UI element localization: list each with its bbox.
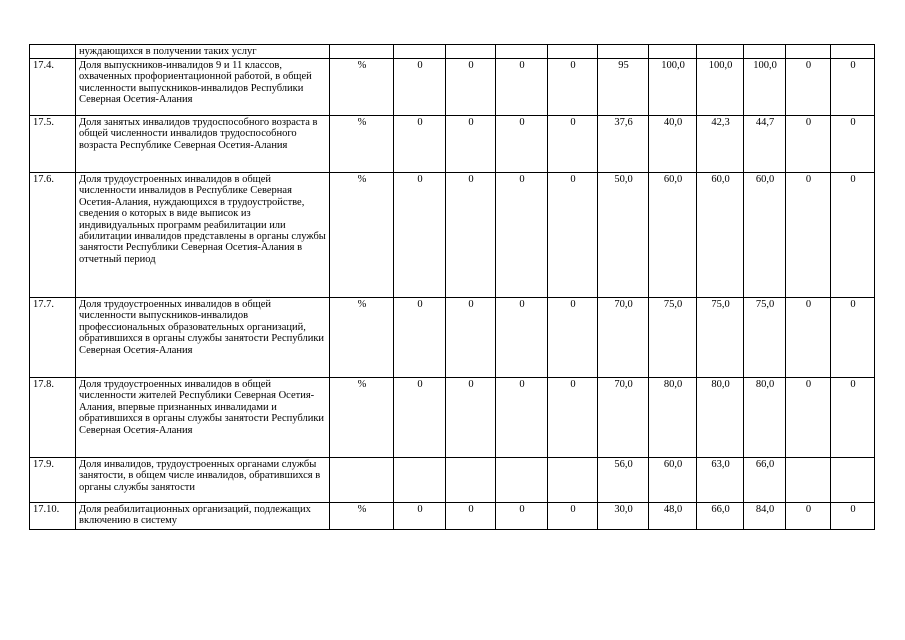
- unit-cell: [330, 458, 394, 503]
- table-row: [30, 116, 875, 173]
- value-cell: 100,0: [697, 59, 744, 116]
- unit-cell: %: [330, 173, 394, 298]
- value-cell: 42,3: [697, 116, 744, 173]
- unit-cell: %: [330, 298, 394, 378]
- unit-cell: [330, 45, 394, 59]
- value-cell: 0: [394, 173, 446, 298]
- value-cell: 0: [831, 298, 875, 378]
- value-cell: 0: [548, 378, 598, 458]
- value-cell: 80,0: [744, 378, 786, 458]
- value-cell: 40,0: [649, 116, 697, 173]
- indicators-table: [29, 44, 875, 530]
- value-cell: [548, 458, 598, 503]
- value-cell: [496, 458, 548, 503]
- value-cell: 0: [831, 173, 875, 298]
- value-cell: 0: [394, 378, 446, 458]
- value-cell: 0: [496, 298, 548, 378]
- indicator-name: Доля инвалидов, трудоустроенных органами службы занятости, в общем числе инвалидов, обратившихся в органы службы занятости: [76, 458, 330, 503]
- value-cell: 0: [496, 173, 548, 298]
- value-cell: [496, 45, 548, 59]
- value-cell: 100,0: [649, 59, 697, 116]
- table-row: [30, 298, 875, 378]
- value-cell: 75,0: [744, 298, 786, 378]
- value-cell: 0: [786, 378, 831, 458]
- value-cell: 70,0: [598, 298, 649, 378]
- indicator-name: Доля трудоустроенных инвалидов в общей численности инвалидов в Республике Северная Осетия-Алания, нуждающихся в трудоустройстве, сведения о которых в виде выписок из индивидуальных программ реабилитации или абилитации инвалидов представлены в органы службы занятости Республики Северная Осетия-Алания в отчетный период: [76, 173, 330, 298]
- value-cell: 0: [786, 59, 831, 116]
- table-row: [30, 45, 875, 59]
- indicator-name: Доля реабилитационных организаций, подлежащих включению в систему: [76, 503, 330, 530]
- value-cell: 60,0: [649, 173, 697, 298]
- value-cell: 95: [598, 59, 649, 116]
- value-cell: [831, 45, 875, 59]
- value-cell: 50,0: [598, 173, 649, 298]
- value-cell: 0: [496, 116, 548, 173]
- value-cell: 56,0: [598, 458, 649, 503]
- value-cell: [786, 45, 831, 59]
- value-cell: 0: [548, 503, 598, 530]
- value-cell: [598, 45, 649, 59]
- value-cell: 0: [786, 173, 831, 298]
- value-cell: 60,0: [649, 458, 697, 503]
- value-cell: 60,0: [697, 173, 744, 298]
- table-row: [30, 458, 875, 503]
- value-cell: 70,0: [598, 378, 649, 458]
- value-cell: [394, 45, 446, 59]
- row-number: 17.8.: [30, 378, 76, 458]
- indicator-name: Доля трудоустроенных инвалидов в общей численности выпускников-инвалидов профессиональных образовательных организаций, обратившихся в органы службы занятости Республики Северная Осетия-Алания: [76, 298, 330, 378]
- unit-cell: %: [330, 116, 394, 173]
- value-cell: 0: [831, 59, 875, 116]
- value-cell: 0: [831, 116, 875, 173]
- value-cell: 84,0: [744, 503, 786, 530]
- row-number: [30, 45, 76, 59]
- unit-cell: %: [330, 59, 394, 116]
- indicator-name: нуждающихся в получении таких услуг: [76, 45, 330, 59]
- value-cell: 0: [446, 59, 496, 116]
- value-cell: 0: [394, 59, 446, 116]
- indicator-name: Доля занятых инвалидов трудоспособного возраста в общей численности инвалидов трудоспособного возраста Республике Северная Осетия-Алания: [76, 116, 330, 173]
- value-cell: 0: [446, 116, 496, 173]
- row-number: 17.9.: [30, 458, 76, 503]
- table-row: [30, 378, 875, 458]
- row-number: 17.10.: [30, 503, 76, 530]
- value-cell: 30,0: [598, 503, 649, 530]
- value-cell: 0: [786, 298, 831, 378]
- value-cell: 0: [394, 116, 446, 173]
- value-cell: 0: [446, 298, 496, 378]
- unit-cell: %: [330, 503, 394, 530]
- value-cell: 0: [548, 298, 598, 378]
- value-cell: 75,0: [697, 298, 744, 378]
- value-cell: 0: [831, 378, 875, 458]
- value-cell: 66,0: [697, 503, 744, 530]
- indicator-name: Доля выпускников-инвалидов 9 и 11 классов, охваченных профориентационной работой, в общей численности выпускников-инвалидов Республики Северная Осетия-Алания: [76, 59, 330, 116]
- value-cell: 80,0: [697, 378, 744, 458]
- value-cell: 0: [496, 503, 548, 530]
- row-number: 17.6.: [30, 173, 76, 298]
- value-cell: 0: [394, 298, 446, 378]
- value-cell: [697, 45, 744, 59]
- table-row: [30, 59, 875, 116]
- value-cell: [446, 45, 496, 59]
- value-cell: 66,0: [744, 458, 786, 503]
- value-cell: 63,0: [697, 458, 744, 503]
- value-cell: 0: [496, 59, 548, 116]
- row-number: 17.5.: [30, 116, 76, 173]
- value-cell: [649, 45, 697, 59]
- unit-cell: %: [330, 378, 394, 458]
- value-cell: [394, 458, 446, 503]
- table-body: [30, 45, 875, 530]
- value-cell: 0: [548, 173, 598, 298]
- value-cell: 0: [496, 378, 548, 458]
- value-cell: 44,7: [744, 116, 786, 173]
- value-cell: [548, 45, 598, 59]
- value-cell: 0: [786, 503, 831, 530]
- value-cell: 75,0: [649, 298, 697, 378]
- row-number: 17.4.: [30, 59, 76, 116]
- value-cell: 0: [446, 503, 496, 530]
- value-cell: 0: [394, 503, 446, 530]
- value-cell: 0: [446, 173, 496, 298]
- table-row: [30, 173, 875, 298]
- value-cell: 0: [831, 503, 875, 530]
- row-number: 17.7.: [30, 298, 76, 378]
- indicator-name: Доля трудоустроенных инвалидов в общей численности жителей Республики Северная Осетия-Алания, впервые признанных инвалидами и обратившихся в органы службы занятости Республики Северная Осетия-Алания: [76, 378, 330, 458]
- value-cell: [831, 458, 875, 503]
- value-cell: 60,0: [744, 173, 786, 298]
- value-cell: 0: [446, 378, 496, 458]
- table-row: [30, 503, 875, 530]
- value-cell: [744, 45, 786, 59]
- value-cell: 48,0: [649, 503, 697, 530]
- value-cell: 100,0: [744, 59, 786, 116]
- value-cell: 80,0: [649, 378, 697, 458]
- value-cell: 0: [548, 59, 598, 116]
- value-cell: [446, 458, 496, 503]
- value-cell: [786, 458, 831, 503]
- value-cell: 0: [548, 116, 598, 173]
- value-cell: 37,6: [598, 116, 649, 173]
- value-cell: 0: [786, 116, 831, 173]
